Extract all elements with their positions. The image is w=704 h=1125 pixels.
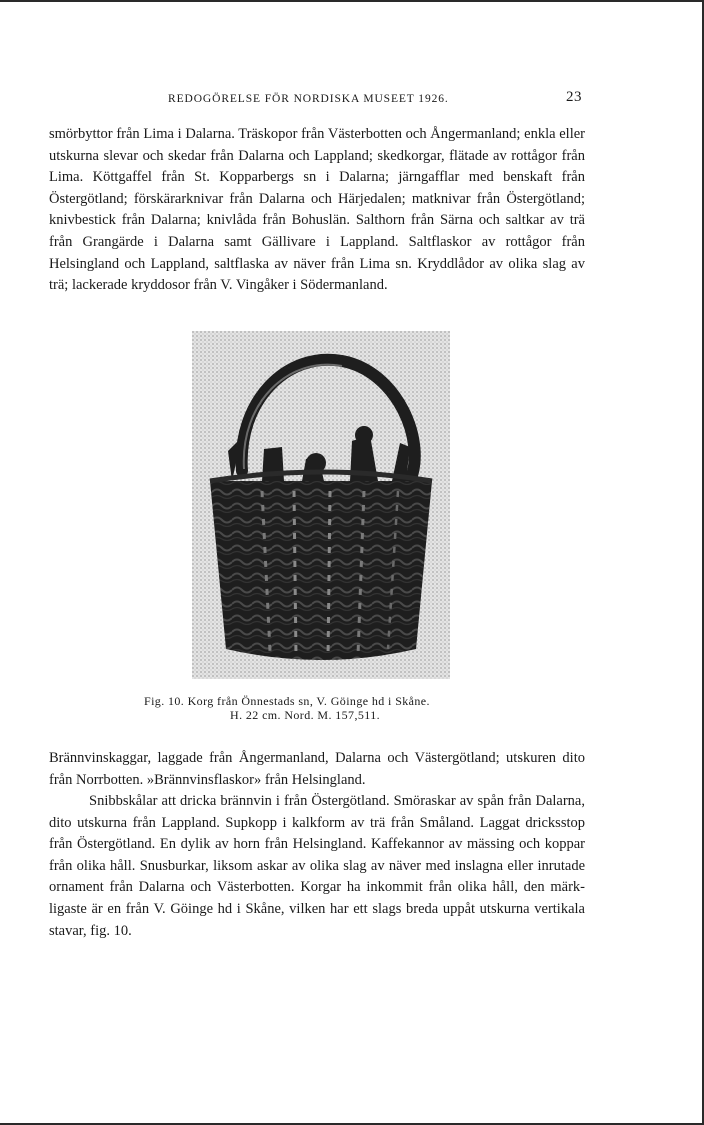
- page-top-border: [0, 0, 704, 2]
- body-paragraph-1: smörbyttor från Lima i Dalarna. Träskopor från Västerbotten och Ångermanland; enkla eller utskurna slevar och skedar från Dalarna och Lappland; skedkorgar, flätade av rottågor från Lima. Köttgaffel från St. Kopparbergs sn i Dalarna; järngafflar med benskaft från Östergötland; förskärarknivar från Dalarna och Härjedalen; matknivar från Östergötland; knivbestick från Dalarna; knivlåda från Bohuslän. Salthorn från Särna och saltkar av trä från Grangärde i Dalarna samt Gällivare i Lappland. Saltflaskor av rottågor från Helsingland och Lappland, saltflaska av näver från Lima sn. Kryddlådor av olika slag av trä; lackerade kryddosor från V. Vingåker i Södermanland.: [49, 126, 585, 294]
- body-paragraph-2: Brännvinskaggar, laggade från Ångermanland, Dalarna och Västergötland; utskuren dito från Norrbotten. »Brännvinsflaskor» från Helsingland.: [49, 750, 585, 788]
- figure-caption: [144, 694, 544, 722]
- caption-line-2: H. 22 cm. Nord. M. 157,511.: [230, 708, 381, 722]
- caption-line-1: Fig. 10. Korg från Önnestads sn, V. Göinge hd i Skåne.: [144, 694, 430, 708]
- running-head: REDOGÖRELSE FÖR NORDISKA MUSEET 1926.: [168, 93, 449, 105]
- figure-basket-photo: [192, 331, 450, 679]
- body-paragraph-3: Snibbskålar att dricka brännvin i från Östergötland. Smöraskar av spån från Dalarna, dito utskurna från Lappland. Supkopp i kalkform av trä från Småland. Laggat dricksstop från Östergötland. En dylik av horn från Helsingland. Kaffekannor av mässing och koppar från olika håll. Snusburkar, liksom askar av olika slag av näver med inslagna eller inrutade ornament från Dalarna och Västerbotten. Korgar ha inkommit från olika håll, den märkligaste är en från V. Göinge hd i Skåne, vilken har ett slags breda uppåt utskurna vertikala stavar, fig. 10.: [49, 793, 585, 939]
- page-number: 23: [566, 89, 582, 105]
